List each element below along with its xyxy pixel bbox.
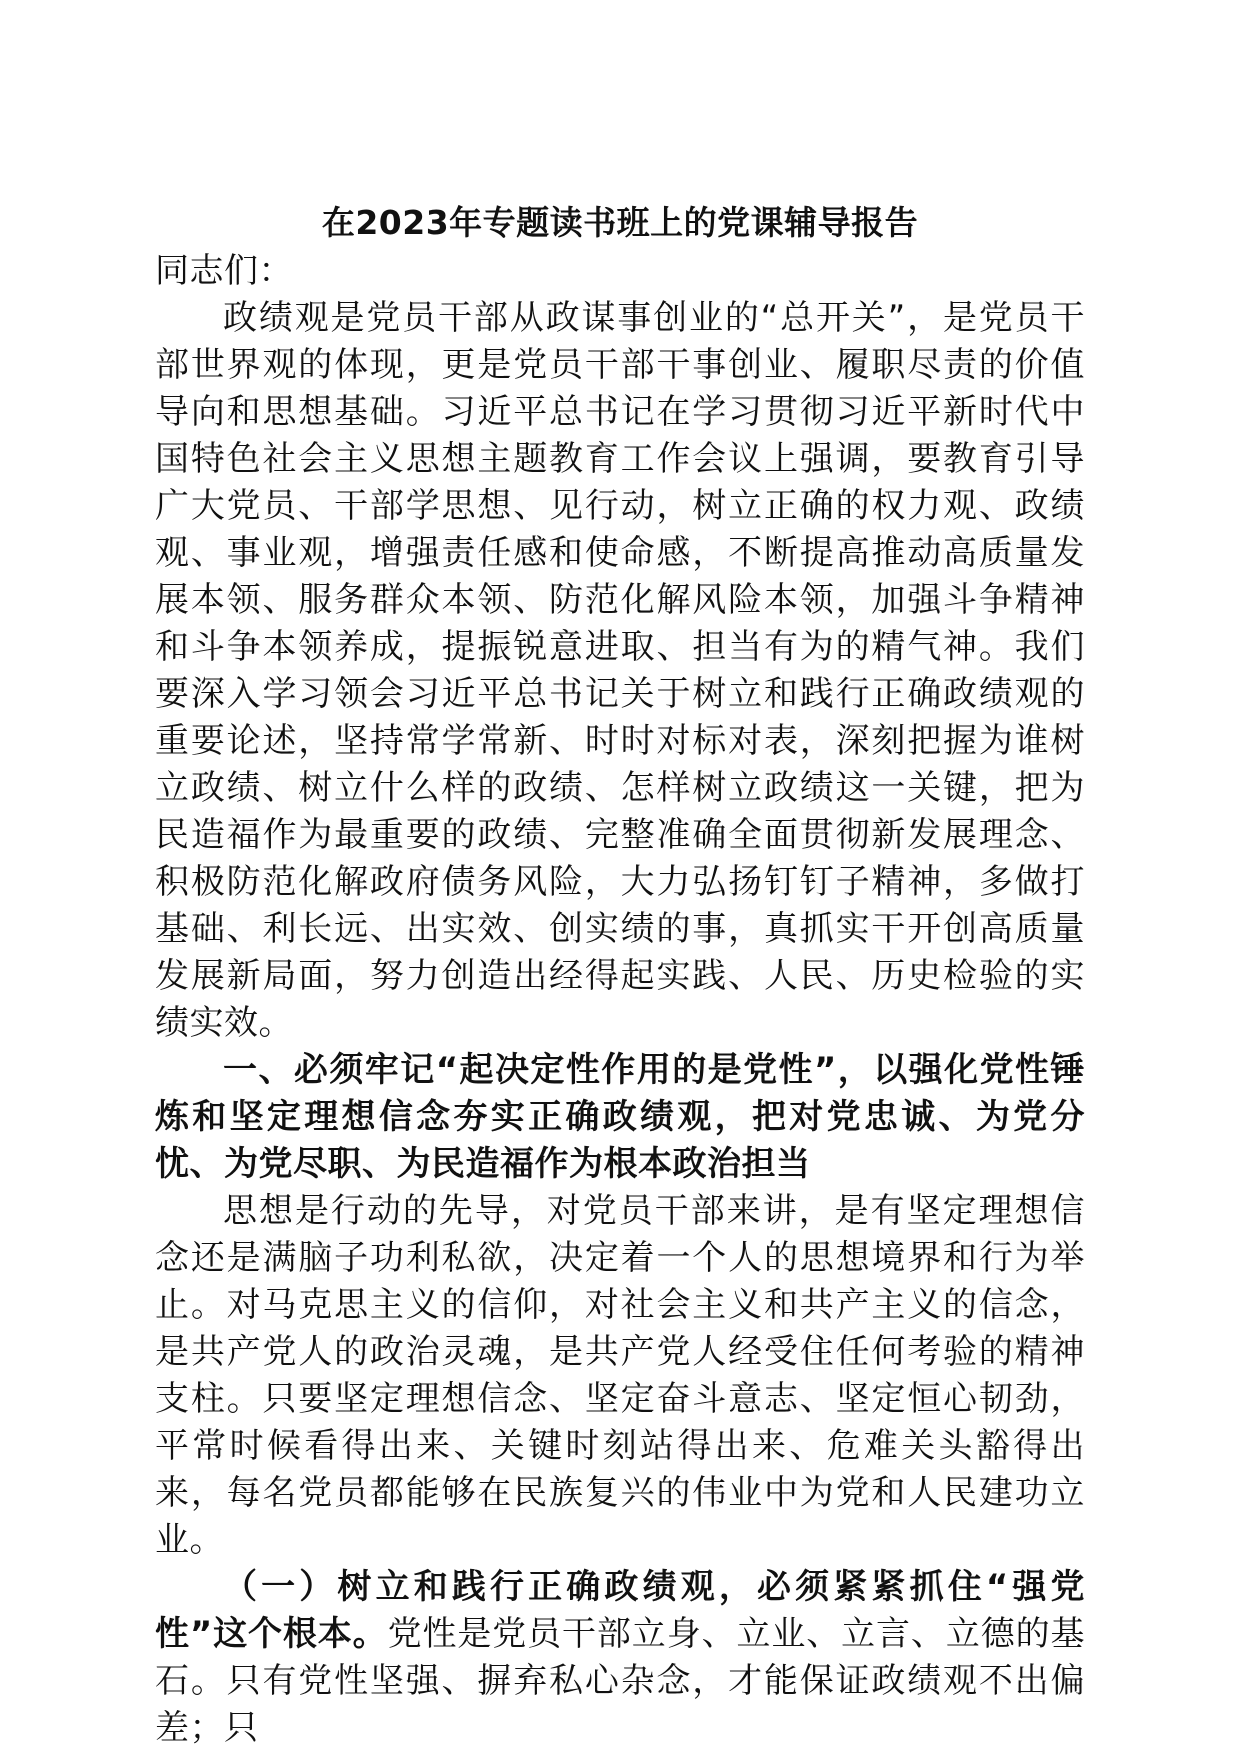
subsection-one-text: 党性是党员干部立身、立业、立言、立德的基石。只有党性坚强、摒弃私心杂念，才能保证政绩观不出偏差；只 (155, 1614, 1085, 1748)
intro-paragraph: 政绩观是党员干部从政谋事创业的“总开关”，是党员干部世界观的体现，更是党员干部干事创业、履职尽责的价值导向和思想基础。习近平总书记在学习贯彻习近平新时代中国特色社会主义思想主题教育工作会议上强调，要教育引导广大党员、干部学思想、见行动，树立正确的权力观、政绩观、事业观，增强责任感和使命感，不断提高推动高质量发展本领、服务群众本领、防范化解风险本领，加强斗争精神和斗争本领养成，提振锐意进取、担当有为的精气神。我们要深入学习领会习近平总书记关于树立和践行正确政绩观的重要论述，坚持常学常新、时时对标对表，深刻把握为谁树立政绩、树立什么样的政绩、怎样树立政绩这一关键，把为民造福作为最重要的政绩、完整准确全面贯彻新发展理念、积极防范化解政府债务风险，大力弘扬钉钉子精神，多做打基础、利长远、出实效、创实绩的事，真抓实干开创高质量发展新局面，努力创造出经得起实践、人民、历史检验的实绩实效。 (155, 298, 1085, 1043)
section-one-heading: 一、必须牢记“起决定性作用的是党性”，以强化党性锤炼和坚定理想信念夯实正确政绩观，把对党忠诚、为党分忧、为党尽职、为民造福作为根本政治担当 (155, 1050, 1085, 1184)
subsection-one-lead: （一）树立和践行正确政绩观，必须紧紧抓住“强党性”这个根本。 (155, 1567, 1085, 1654)
subsection-one-paragraph (155, 1564, 1085, 1752)
document-body (155, 198, 1085, 1752)
section-one-paragraph: 思想是行动的先导，对党员干部来讲，是有坚定理想信念还是满脑子功利私欲，决定着一个人的思想境界和行为举止。对马克思主义的信仰，对社会主义和共产主义的信念，是共产党人的政治灵魂，是共产党人经受住任何考验的精神支柱。只要坚定理想信念、坚定奋斗意志、坚定恒心韧劲，平常时候看得出来、关键时刻站得出来、危难关头豁得出来，每名党员都能够在民族复兴的伟业中为党和人民建功立业。 (155, 1191, 1085, 1560)
salutation: 同志们： (155, 251, 293, 291)
document-title: 在2023年专题读书班上的党课辅导报告 (321, 203, 919, 242)
